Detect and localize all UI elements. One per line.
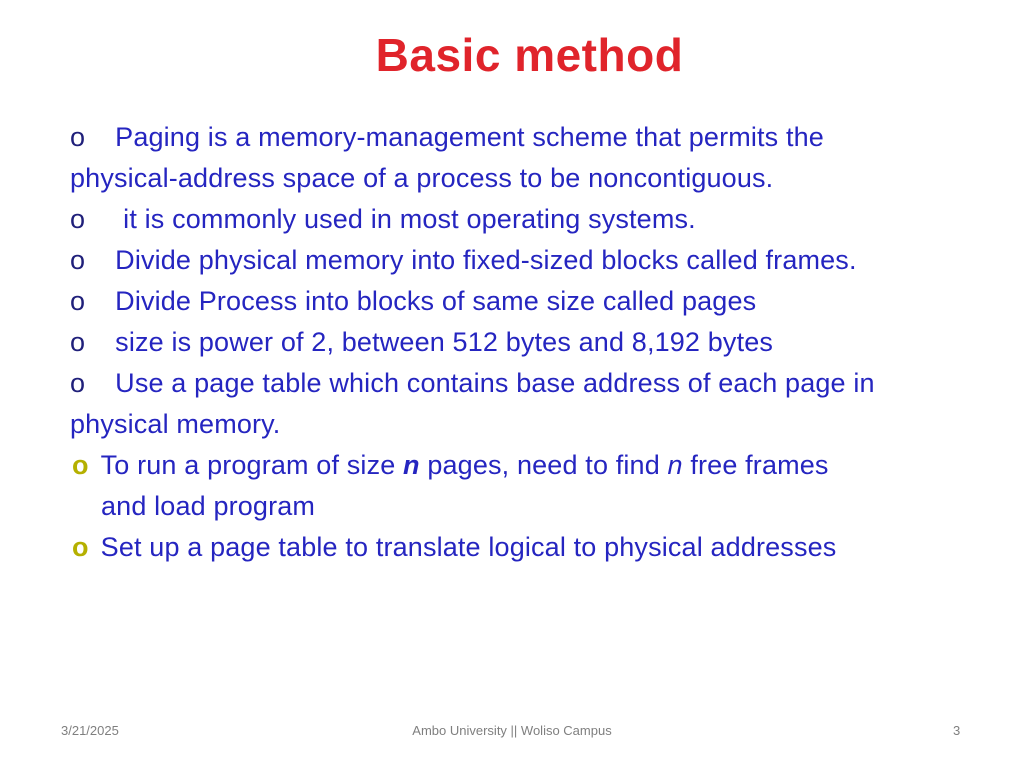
bullet-text: it is commonly used in most operating systems. <box>123 204 696 234</box>
bullet-item <box>70 119 824 155</box>
bullet-item <box>70 201 696 237</box>
bullet-item <box>72 447 829 483</box>
bullet-item <box>70 324 773 360</box>
bullet-item <box>70 242 857 278</box>
bullet-item <box>70 283 756 319</box>
footer-date: 3/21/2025 <box>61 723 119 738</box>
bullet-marker: o <box>72 450 89 480</box>
bullet-text: pages, need to find <box>419 450 668 480</box>
bullet-text: Use a page table which contains base address of each page in <box>115 368 875 398</box>
bullet-marker: o <box>70 245 86 275</box>
bullet-marker: o <box>70 122 86 152</box>
slide-number: 3 <box>953 723 961 738</box>
bullet-text: size is power of 2, between 512 bytes and 8,192 bytes <box>115 327 774 357</box>
variable-n: n <box>667 450 683 480</box>
variable-n: n <box>403 450 420 480</box>
footer-center-text: Ambo University || Woliso Campus <box>412 723 612 738</box>
bullet-text: Divide physical memory into fixed-sized blocks called frames. <box>115 245 857 275</box>
slide-title: Basic method <box>375 29 684 81</box>
bullet-marker: o <box>72 532 89 562</box>
bullet-marker: o <box>70 286 86 316</box>
bullet-text: free frames <box>682 450 829 480</box>
bullet-marker: o <box>70 368 86 398</box>
bullet-text: Divide Process into blocks of same size called pages <box>115 286 757 316</box>
bullet-marker: o <box>70 204 86 234</box>
bullet-item <box>72 529 836 565</box>
bullet-item <box>70 365 875 401</box>
bullet-text: Paging is a memory-management scheme that permits the <box>115 122 824 152</box>
bullet-continuation: and load program <box>101 491 316 521</box>
bullet-continuation: physical memory. <box>70 409 281 439</box>
bullet-text: To run a program of size <box>100 450 404 480</box>
bullet-continuation: physical-address space of a process to be noncontiguous. <box>70 163 774 193</box>
bullet-marker: o <box>70 327 86 357</box>
bullet-text: Set up a page table to translate logical to physical addresses <box>100 532 837 562</box>
